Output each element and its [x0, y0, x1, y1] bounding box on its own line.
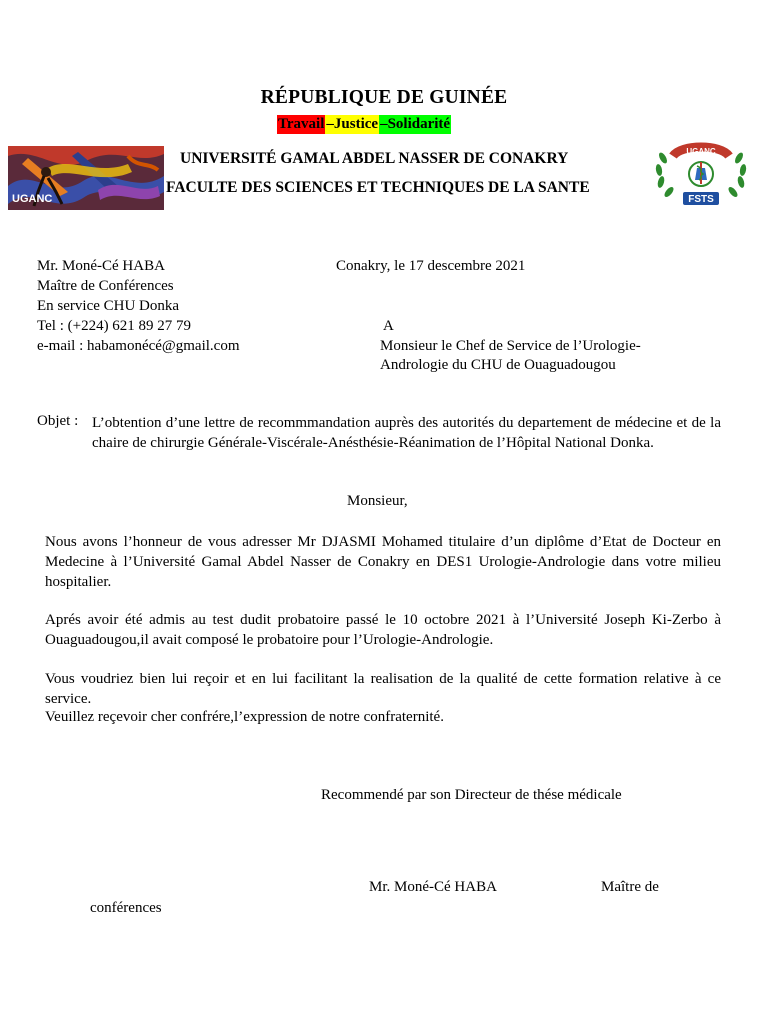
national-motto: [277, 115, 451, 134]
faculty-name: FACULTE DES SCIENCES ET TECHNIQUES DE LA SANTE: [166, 179, 590, 196]
sender-name: Mr. Moné-Cé HABA: [37, 258, 165, 274]
object-text: L’obtention d’une lettre de recommmandation auprès des autorités du departement de médecine et de la chaire de chirurgie Générale-Viscérale-Anésthésie-Réanimation de l’Hôpital National Donka.: [92, 415, 721, 451]
paragraph-2: Aprés avoir été admis au test dudit probatoire passé le 10 octobre 2021 à l’Université Joseph Ki-Zerbo à Ouaguadougou,il avait composé le probatoire pour l’Urologie-Andrologie.: [45, 612, 721, 648]
fsts-emblem-logo: [651, 138, 751, 210]
sender-email: e-mail : habamonécé@gmail.com: [37, 338, 240, 354]
recipient-line-2: Andrologie du CHU de Ouaguadougou: [380, 357, 616, 373]
motto-justice: –Justice: [326, 116, 379, 132]
place-date: Conakry, le 17 descembre 2021: [336, 258, 526, 274]
paragraph-1: Nous avons l’honneur de vous adresser Mr DJASMI Mohamed titulaire d’un diplôme d’Etat de Docteur en Medecine à l’Université Gamal Abdel Nasser de Conakry en DES1 Urologie-Andrologie dans votre milieu hospitalier.: [45, 534, 721, 590]
recipient-line-1: Monsieur le Chef de Service de l’Urologie-: [380, 338, 641, 354]
sender-service: En service CHU Donka: [37, 298, 180, 314]
signatory-title-part-2: conférences: [90, 900, 162, 916]
university-name: UNIVERSITÉ GAMAL ABDEL NASSER DE CONAKRY: [180, 150, 569, 167]
object-label: Objet :: [37, 413, 79, 429]
sender-title: Maître de Conférences: [37, 278, 174, 294]
motto-solidarite: –Solidarité: [380, 116, 451, 132]
paragraph-4: Veuillez reçevoir cher confrére,l’expression de notre confraternité.: [45, 709, 444, 725]
motto-travail: Travail: [278, 116, 325, 132]
logo-right-bottom-label: FSTS: [688, 194, 714, 205]
salutation: Monsieur,: [347, 493, 408, 509]
logo-left-label: UGANC: [12, 193, 53, 205]
logo-right-top-label: UGANC: [686, 147, 716, 156]
recipient-to: A: [383, 318, 394, 334]
paragraph-3: Vous voudriez bien lui reçoir et en lui facilitant la realisation de la qualité de cette formation relative à ce service.: [45, 671, 721, 707]
recommendation-line: Recommendé par son Directeur de thése médicale: [321, 787, 622, 803]
signatory-name: Mr. Moné-Cé HABA: [369, 879, 497, 895]
uganc-painting-logo: [8, 146, 164, 210]
sender-phone: Tel : (+224) 621 89 27 79: [37, 318, 192, 334]
signatory-title-part-1: Maître de: [601, 879, 659, 895]
country-title: RÉPUBLIQUE DE GUINÉE: [260, 87, 508, 108]
